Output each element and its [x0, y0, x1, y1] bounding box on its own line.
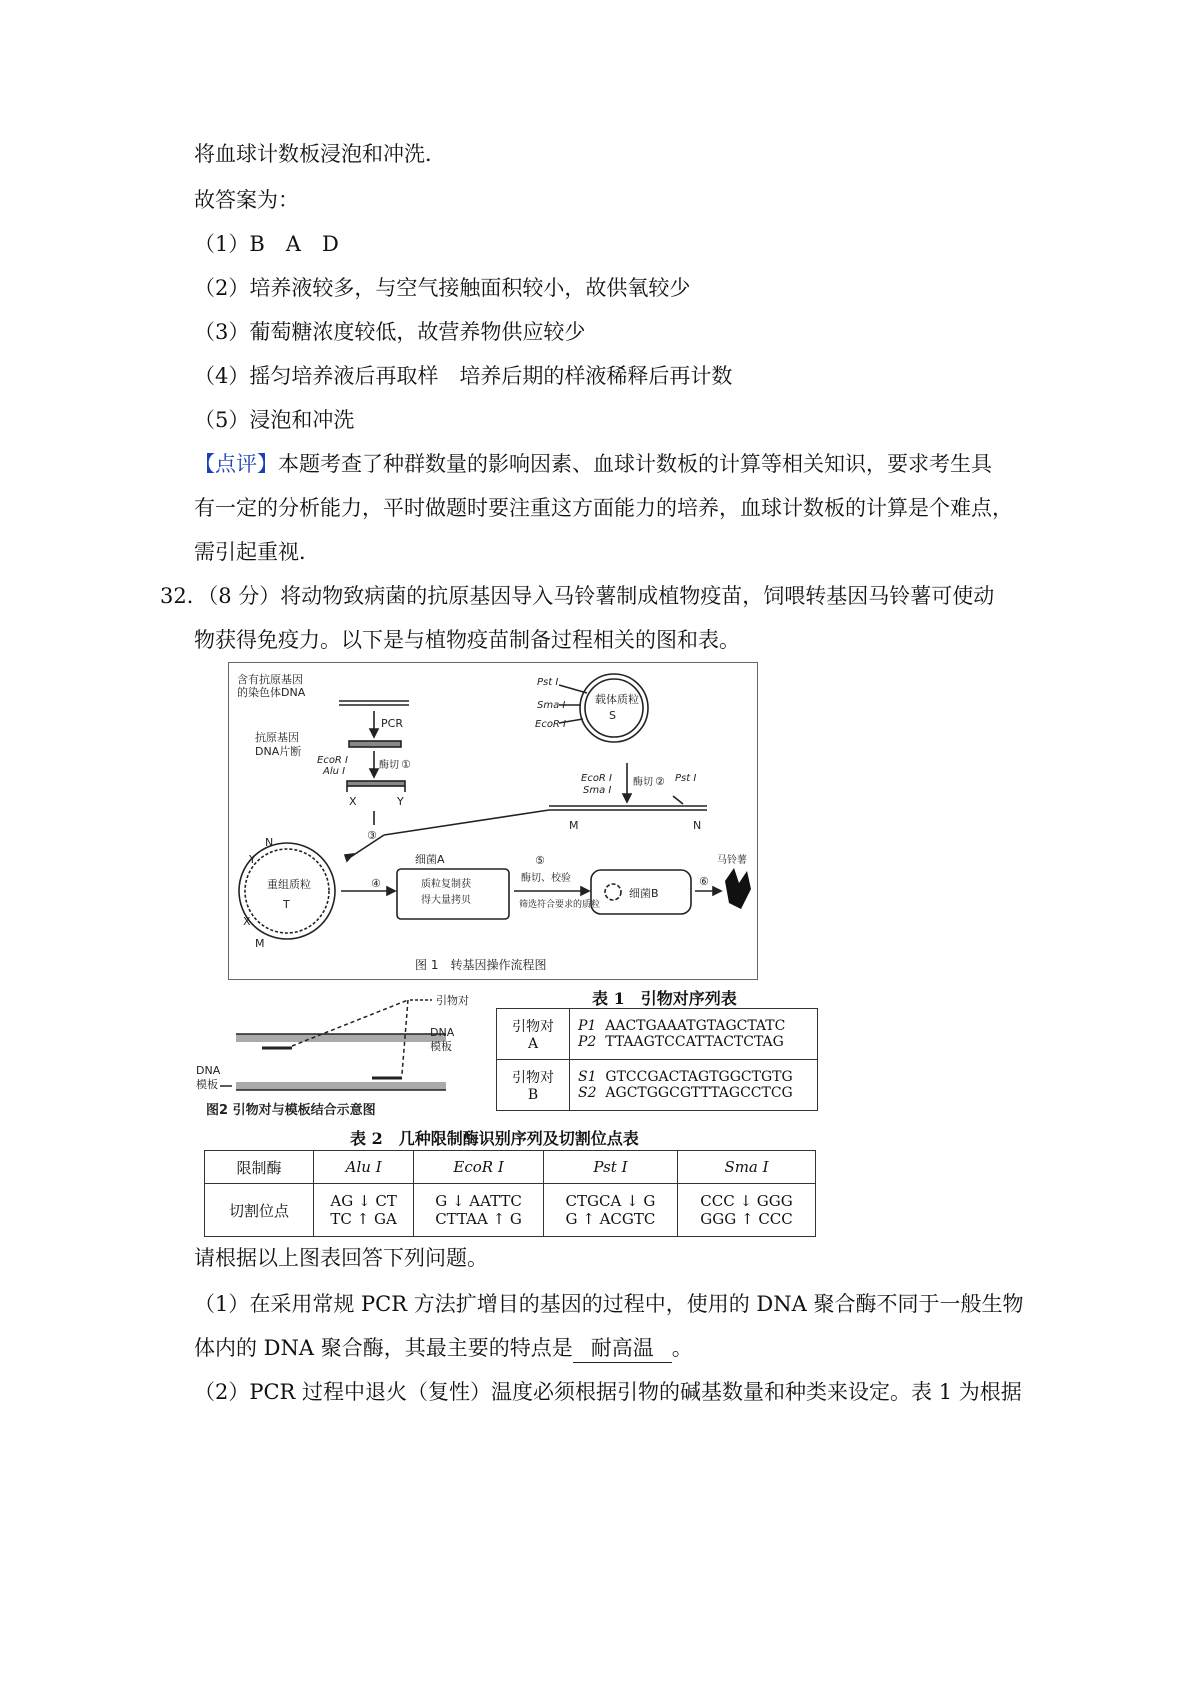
potato-label: 马铃薯 [717, 855, 747, 866]
primer-pair-a-seqs: P1 AACTGAAATGTAGCTATC P2 TTAAGTCCATTACTCTAG [570, 1009, 818, 1060]
step-2: ② [655, 775, 665, 788]
table-2-header-cell: Pst I [543, 1151, 677, 1184]
comment-tag: 【点评】 [194, 452, 278, 476]
intro-line: 将血球计数板浸泡和冲洗． [194, 142, 446, 166]
figure-1 [228, 662, 758, 980]
end-x: X [349, 795, 357, 808]
plasmid-enzyme-ecor: EcoR I [535, 719, 567, 730]
recomb-m: M [255, 937, 265, 950]
table-2-row-label: 切割位点 [205, 1184, 314, 1237]
step-5-text: 酶切、校验 [521, 873, 571, 884]
end-n: N [693, 819, 702, 832]
table-1 [496, 1008, 818, 1111]
answer-2: （2）培养液较多，与空气接触面积较小，故供氧较少 [194, 276, 691, 300]
pcr-label: PCR [381, 717, 403, 730]
step-1: ① [401, 758, 411, 771]
end-y: Y [397, 795, 404, 808]
plasmid-enzyme-sma: Sma I [537, 700, 566, 711]
fragment-label-2: DNA片断 [255, 745, 302, 758]
enzyme-1-b: Alu I [323, 766, 346, 777]
table-2-header [205, 1151, 816, 1184]
fragment-label-1: 抗原基因 [255, 731, 299, 744]
pst-site: CTGCA ↓ G G ↑ ACGTC [543, 1184, 677, 1237]
bacterium-a-title: 细菌A [415, 853, 445, 866]
recomb-name: 重组质粒 [267, 878, 311, 891]
step-4: ④ [371, 877, 381, 890]
alu-site: AG ↓ CT TC ↑ GA [314, 1184, 414, 1237]
ecor-site: G ↓ AATTC CTTAA ↑ G [414, 1184, 544, 1237]
template-left-1: DNA [196, 1064, 221, 1077]
primer-pair-label: 引物对 [436, 994, 469, 1007]
primer-pair-a: 引物对 A [497, 1009, 570, 1060]
table-1-title: 表 1 引物对序列表 [592, 989, 737, 1008]
recomb-letter: T [283, 898, 290, 911]
comment-line-1 [194, 450, 992, 478]
comment-line-3: 需引起重视． [194, 540, 320, 564]
pst-label: Pst I [675, 773, 697, 784]
answer-1: （1）B A D [194, 232, 339, 256]
after-text: 请根据以上图表回答下列问题。 [194, 1246, 488, 1270]
figure-2 [196, 990, 486, 1120]
answer-heading: 故答案为： [194, 188, 299, 212]
enzyme-2-a: EcoR I [581, 773, 613, 784]
template-left-2: 模板 [196, 1078, 218, 1091]
select-text: 筛选符合要求的质粒 [519, 900, 601, 910]
figure-2-caption: 图2 引物对与模板结合示意图 [206, 1103, 376, 1118]
answer-4: （4）摇匀培养液后再取样 培养后期的样液稀释后再计数 [194, 364, 733, 388]
primer-pair-b-seqs: S1 GTCCGACTAGTGGCTGTG S2 AGCTGGCGTTTAGCCTCG [570, 1060, 818, 1111]
chromosome-label-2: 的染色体DNA [237, 686, 306, 699]
enzyme-1-a: EcoR I [317, 755, 349, 766]
comment-line-2: 有一定的分析能力，平时做题时要注重这方面能力的培养，血球计数板的计算是个难点， [194, 496, 1013, 520]
figure-1-caption: 图 1 转基因操作流程图 [415, 958, 547, 972]
enzyme-2-b: Sma I [583, 785, 612, 796]
table-2 [204, 1150, 816, 1237]
answer-3: （3）葡萄糖浓度较低，故营养物供应较少 [194, 320, 586, 344]
q2-line-1: （2）PCR 过程中退火（复性）温度必须根据引物的碱基数量和种类来设定。表 1 为根据 [194, 1380, 1022, 1404]
step-3: ③ [367, 829, 377, 842]
table-2-row [205, 1184, 816, 1237]
bacterium-b: 细菌B [629, 887, 659, 900]
bacterium-a-text-1: 质粒复制获 [421, 879, 471, 890]
answer-5: （5）浸泡和冲洗 [194, 408, 355, 432]
cut-label-2: 酶切 [633, 777, 653, 788]
question-32-line-2: 物获得免疫力。以下是与植物疫苗制备过程相关的图和表。 [194, 628, 740, 652]
question-32-line-1 [160, 582, 994, 610]
table-2-header-cell: EcoR I [414, 1151, 544, 1184]
recomb-n: N [265, 836, 274, 849]
table-1-row [497, 1060, 818, 1111]
table-1-row [497, 1009, 818, 1060]
comment-text-1: 本题考查了种群数量的影响因素、血球计数板的计算等相关知识，要求考生具 [278, 452, 992, 476]
table-2-header-cell: 限制酶 [205, 1151, 314, 1184]
template-right-1: DNA [430, 1026, 455, 1039]
q1-answer: 耐高温 [573, 1334, 672, 1363]
question-number: 32． [160, 584, 208, 608]
question-score: （8 分） [207, 584, 281, 608]
sma-site: CCC ↓ GGG GGG ↑ CCC [678, 1184, 816, 1237]
figure-2-drawing [196, 990, 486, 1120]
table-2-header-cell: Sma I [678, 1151, 816, 1184]
cut-label-1: 酶切 [379, 760, 399, 771]
plasmid-name: 载体质粒 [595, 693, 639, 706]
plasmid-letter: S [609, 709, 616, 722]
figure-1-drawing [229, 663, 757, 979]
recomb-x: X [243, 915, 251, 928]
q1-line-1: （1）在采用常规 PCR 方法扩增目的基因的过程中，使用的 DNA 聚合酶不同于一般生物 [194, 1292, 1024, 1316]
primer-pair-b: 引物对 B [497, 1060, 570, 1111]
question-text-1: 将动物致病菌的抗原基因导入马铃薯制成植物疫苗，饲喂转基因马铃薯可使动 [280, 584, 995, 608]
bacterium-a-text-2: 得大量拷贝 [421, 895, 471, 906]
step-5: ⑤ [535, 854, 545, 867]
table-2-header-cell: Alu I [314, 1151, 414, 1184]
end-m: M [569, 819, 579, 832]
template-right-2: 模板 [430, 1040, 452, 1053]
plasmid-enzyme-pst: Pst I [537, 677, 559, 688]
step-6: ⑥ [699, 875, 709, 888]
recomb-y: Y [249, 853, 256, 866]
q1-line-2: 体内的 DNA 聚合酶，其最主要的特点是 耐高温 。 [194, 1334, 693, 1363]
chromosome-label-1: 含有抗原基因 [237, 673, 303, 686]
table-2-title: 表 2 几种限制酶识别序列及切割位点表 [350, 1129, 639, 1148]
